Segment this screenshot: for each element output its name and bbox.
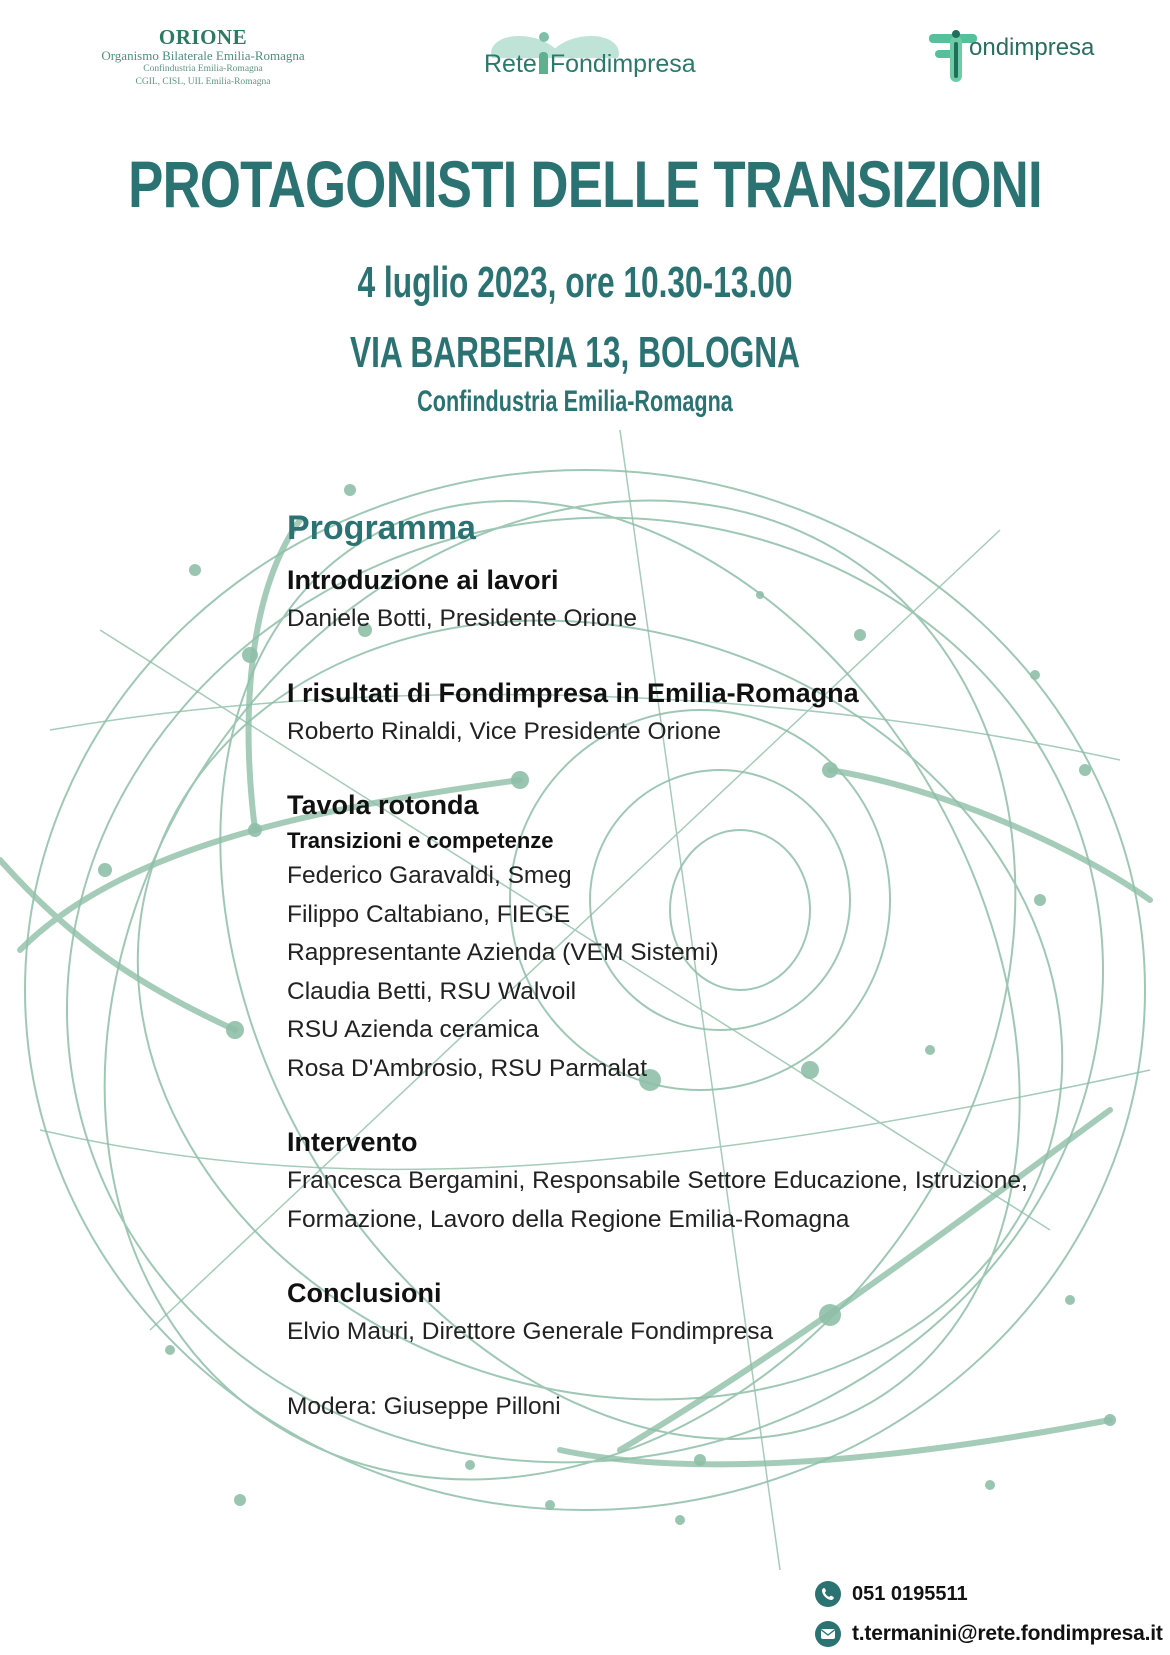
event-address: VIA BARBERIA 13, BOLOGNA [349,328,801,377]
fondimpresa-logo [925,30,1125,86]
rete-logo-right-text: Fondimpresa [549,50,696,78]
speaker-line: RSU Azienda ceramica [287,1016,539,1043]
contact-phone[interactable] [815,1574,1163,1614]
email-address: t.termanini@rete.fondimpresa.it [852,1622,1163,1645]
event-title: PROTAGONISTI DELLE TRANSIZIONI [128,147,1042,221]
section-heading: Introduzione ai lavori [287,565,559,595]
programme-section-introduction [287,560,1147,639]
programme [287,506,1147,1426]
speaker-line: Formazione, Lavoro della Regione Emilia-Romagna [287,1205,850,1233]
speaker-line: Rosa D'Ambrosio, RSU Parmalat [287,1054,648,1082]
speaker-line: Elvio Mauri, Direttore Generale Fondimpresa [287,1318,774,1345]
programme-section-results [287,673,1147,752]
rete-logo-left-text: Rete [484,50,537,78]
programme-title: Programma [287,509,476,547]
section-subheading: Transizioni e competenze [287,828,554,853]
speaker-line: Filippo Caltabiano, FIEGE [287,900,571,928]
phone-number: 051 0195511 [852,1582,968,1605]
speaker-line: Claudia Betti, RSU Walvoil [287,977,577,1005]
programme-section-round-table [287,785,1147,1088]
orione-logo-line2: CGIL, CISL, UIL Emilia-Romagna [135,77,271,87]
section-heading: Tavola rotonda [287,790,479,820]
orione-logo-subtitle: Organismo Bilaterale Emilia-Romagna [101,48,305,63]
moderator: Modera: Giuseppe Pilloni [287,1392,561,1420]
speaker-line: Francesca Bergamini, Responsabile Settore Educazione, Istruzione, [287,1167,1028,1194]
speaker-line: Rappresentante Azienda (VEM Sistemi) [287,939,719,966]
speaker-line: Daniele Botti, Presidente Orione [287,605,637,632]
section-heading: Conclusioni [287,1278,442,1308]
programme-section-conclusions [287,1273,1147,1352]
figure-body-icon [539,52,548,74]
speaker-line: Federico Garavaldi, Smeg [287,862,572,889]
mail-icon [815,1621,841,1647]
figure-head-icon [539,32,549,42]
event-date: 4 luglio 2023, ore 10.30-13.00 [357,258,793,307]
fondimpresa-logo-text: ondimpresa [969,34,1095,61]
orione-logo [72,26,334,89]
event-host: Confindustria Emilia-Romagna [417,385,733,418]
contacts [815,1574,1163,1654]
programme-section-intervention [287,1122,1147,1239]
section-heading: Intervento [287,1127,418,1157]
rete-fondimpresa-logo [480,32,710,84]
speaker-line: Roberto Rinaldi, Vice Presidente Orione [287,717,721,745]
contact-email[interactable] [815,1614,1163,1654]
phone-icon [815,1581,841,1607]
orione-logo-line1: Confindustria Emilia-Romagna [143,64,263,74]
orione-logo-title: ORIONE [158,25,248,49]
section-heading: I risultati di Fondimpresa in Emilia-Romagna [287,677,859,708]
